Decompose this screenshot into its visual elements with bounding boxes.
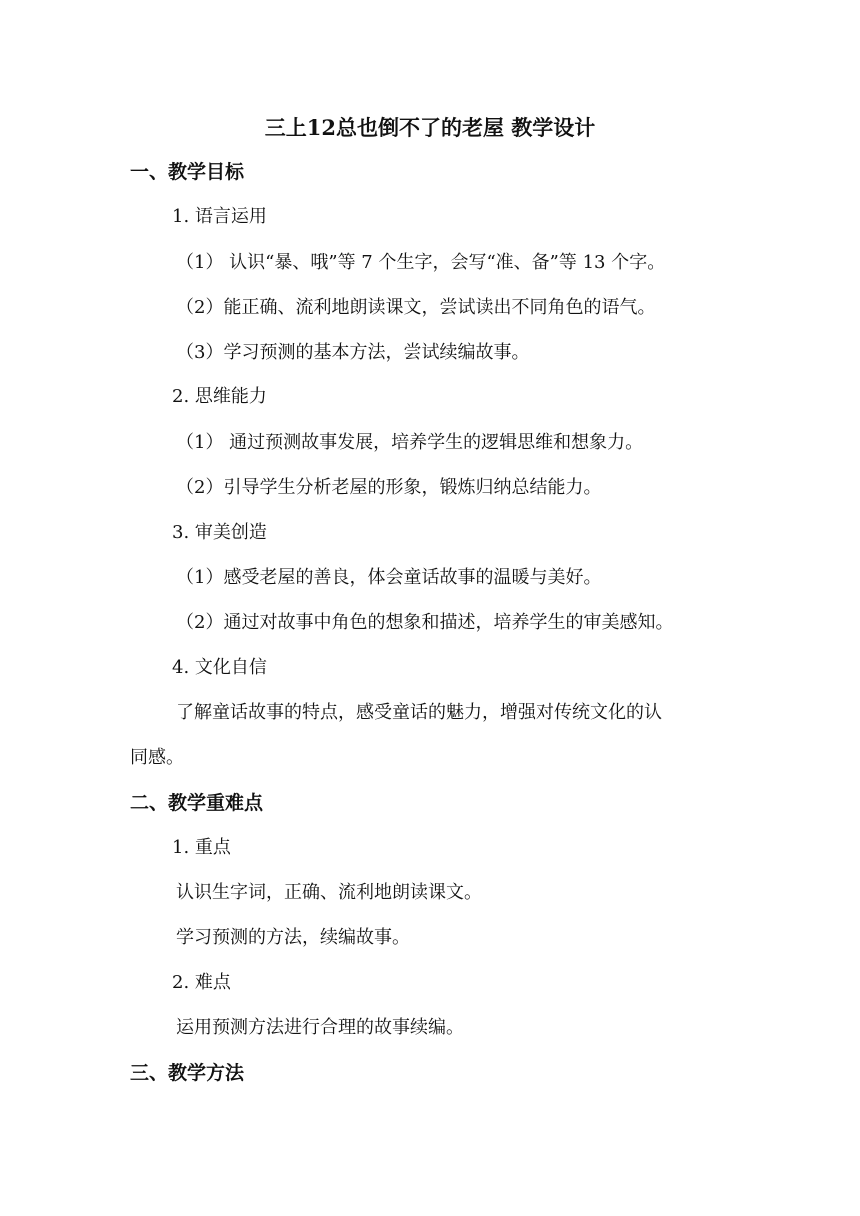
list-item: （3）学习预测的基本方法，尝试续编故事。 xyxy=(176,342,530,363)
subsection-heading-key-points: 1. 重点 xyxy=(172,837,231,858)
section-heading-teaching-methods: 三、教学方法 xyxy=(130,1062,245,1084)
subsection-heading-aesthetics: 3. 审美创造 xyxy=(172,522,267,543)
document-title: 三上12总也倒不了的老屋 教学设计 xyxy=(264,115,596,140)
list-item: 认识生字词，正确、流利地朗读课文。 xyxy=(176,882,482,903)
list-item: 学习预测的方法，续编故事。 xyxy=(176,927,410,948)
section-heading-key-difficulties: 二、教学重难点 xyxy=(130,792,264,814)
paragraph-line: 同感。 xyxy=(130,747,184,768)
subsection-heading-language: 1. 语言运用 xyxy=(172,206,267,227)
list-item: （1） 通过预测故事发展，培养学生的逻辑思维和想象力。 xyxy=(176,432,644,453)
list-item: 运用预测方法进行合理的故事续编。 xyxy=(176,1017,464,1038)
subsection-heading-thinking: 2. 思维能力 xyxy=(172,386,267,407)
list-item: （2）引导学生分析老屋的形象，锻炼归纳总结能力。 xyxy=(176,477,602,498)
list-item: （1） 认识“暴、哦”等 7 个生字，会写“准、备”等 13 个字。 xyxy=(176,252,666,273)
list-item: （2）能正确、流利地朗读课文，尝试读出不同角色的语气。 xyxy=(176,297,656,318)
subsection-heading-culture: 4. 文化自信 xyxy=(172,657,267,678)
section-heading-teaching-goals: 一、教学目标 xyxy=(130,161,245,183)
subsection-heading-difficulties: 2. 难点 xyxy=(172,972,231,993)
list-item: （1）感受老屋的善良，体会童话故事的温暖与美好。 xyxy=(176,567,602,588)
list-item: （2）通过对故事中角色的想象和描述，培养学生的审美感知。 xyxy=(176,612,674,633)
paragraph-line: 了解童话故事的特点，感受童话的魅力，增强对传统文化的认 xyxy=(176,702,662,723)
